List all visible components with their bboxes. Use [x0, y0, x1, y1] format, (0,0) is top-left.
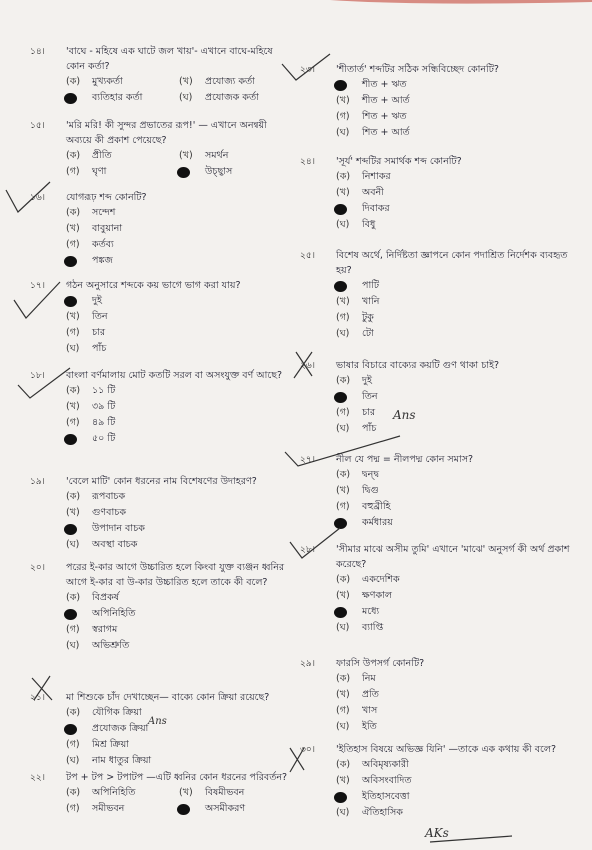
- option-row: [66, 148, 292, 164]
- option-label: (ঘ): [66, 640, 80, 651]
- option-label: (ঘ): [336, 328, 350, 339]
- option-label: (ক): [66, 207, 81, 218]
- option-text: কর্তব্য: [92, 239, 114, 250]
- answer-option[interactable]: [179, 148, 292, 164]
- answer-option[interactable]: [336, 93, 582, 109]
- answer-option[interactable]: [66, 606, 292, 622]
- option-text: চার: [362, 407, 376, 418]
- answer-option[interactable]: [336, 467, 582, 483]
- red-ink-smudge: [0, 0, 592, 12]
- question-text: মা শিশুকে চাঁদ দেখাচ্ছেন— বাক্যে কোন ক্রিয়া রয়েছে?: [66, 692, 270, 703]
- question-number: ২৭।: [300, 455, 315, 465]
- question-item: [30, 118, 292, 180]
- answer-option[interactable]: [336, 201, 582, 217]
- option-label: (গ): [66, 624, 80, 635]
- question-text: বিশেষ অর্থে, নির্দিষ্টতা জ্ঞাপনে কোন পদাশ্রিত নির্দেশক ব্যবহৃত হয়?: [336, 250, 568, 276]
- option-label: (খ): [336, 95, 350, 106]
- question-text: ভাষার বিচারে বাক্যের কয়টি গুণ থাকা চাই?: [336, 360, 500, 371]
- question-item: [30, 278, 292, 357]
- answer-option[interactable]: [66, 721, 292, 737]
- option-text: নিশাকর: [362, 171, 391, 182]
- question-number: ২২।: [30, 773, 45, 783]
- option-text: রূপবাচক: [92, 491, 126, 502]
- answer-option[interactable]: [66, 90, 179, 106]
- option-row: [66, 74, 292, 90]
- option-text: শিত + ঋত: [362, 111, 407, 122]
- answer-option[interactable]: [336, 620, 582, 636]
- option-text: শীত + ঋত: [362, 79, 407, 90]
- answer-option[interactable]: [179, 785, 292, 801]
- answer-option[interactable]: [66, 237, 292, 253]
- question-text: 'শীতার্ত' শব্দটির সঠিক সন্ধিবিচ্ছেদ কোনটি?: [336, 64, 499, 75]
- option-text: কর্মধারয়: [362, 517, 393, 528]
- question-item: [30, 560, 292, 654]
- answer-option[interactable]: [66, 148, 179, 164]
- answer-option[interactable]: [336, 588, 582, 604]
- option-text: তিন: [362, 391, 378, 402]
- answer-option[interactable]: [336, 483, 582, 499]
- option-text: দুই: [362, 375, 372, 386]
- question-number: ২৮।: [300, 545, 315, 555]
- option-text: অবনী: [362, 187, 384, 198]
- option-text: অভিশ্রুতি: [92, 640, 130, 651]
- filled-bubble-icon: [64, 256, 77, 267]
- option-text: ব্যাপ্তি: [362, 622, 384, 633]
- option-text: উচ্ছ্বাস: [205, 166, 233, 177]
- option-label: (ঘ): [179, 92, 193, 103]
- answer-option[interactable]: [66, 205, 292, 221]
- option-text: ৫০ টি: [92, 433, 116, 444]
- option-label: (ক): [336, 759, 351, 770]
- option-text: অবস্থা বাচক: [92, 539, 138, 550]
- question-item: [300, 154, 582, 233]
- question-number: ১৪।: [30, 47, 45, 57]
- option-text: তিন: [92, 311, 108, 322]
- answer-option[interactable]: [336, 719, 582, 735]
- answer-option[interactable]: [66, 705, 292, 721]
- answer-option[interactable]: [336, 671, 582, 687]
- option-text: ক্ষণকাল: [362, 590, 392, 601]
- question-number: ৩০।: [300, 745, 315, 755]
- question-number: ১৭।: [30, 281, 45, 291]
- option-text: ব্যতিহার কর্তা: [92, 92, 143, 103]
- answer-option[interactable]: [179, 164, 292, 180]
- option-text: ইতিহাসবেত্তা: [362, 791, 410, 802]
- answer-option[interactable]: [66, 399, 292, 415]
- option-label: (ঘ): [336, 622, 350, 633]
- question-item: [30, 690, 292, 769]
- option-label: (ক): [66, 491, 81, 502]
- answer-option[interactable]: [66, 590, 292, 606]
- question-number: ১৮।: [30, 371, 45, 381]
- option-label: (ঘ): [66, 755, 80, 766]
- answer-option[interactable]: [66, 505, 292, 521]
- question-item: [300, 248, 582, 342]
- answer-option[interactable]: [66, 537, 292, 553]
- option-text: শিত + আর্ত: [362, 127, 410, 138]
- option-text: নাম ধাতুর ক্রিয়া: [92, 755, 152, 766]
- question-number: ২৫।: [300, 251, 315, 261]
- answer-option[interactable]: [336, 278, 582, 294]
- option-row: [66, 801, 292, 817]
- option-text: স্বরাগম: [92, 624, 118, 635]
- option-text: উপাদান বাচক: [92, 523, 145, 534]
- question-number: ১৬।: [30, 193, 45, 203]
- question-number: ২১।: [30, 693, 45, 703]
- option-text: প্রতি: [362, 689, 379, 700]
- question-item: [300, 656, 582, 735]
- answer-option[interactable]: [336, 109, 582, 125]
- answer-option[interactable]: [66, 325, 292, 341]
- filled-bubble-icon: [334, 792, 347, 803]
- question-text: 'সূর্য' শব্দটির সমার্থক শব্দ কোনটি?: [336, 156, 462, 167]
- option-label: (খ): [66, 507, 80, 518]
- answer-option[interactable]: [336, 499, 582, 515]
- option-label: (খ): [179, 787, 193, 798]
- question-item: [300, 742, 582, 821]
- answer-option[interactable]: [66, 383, 292, 399]
- option-label: (গ): [336, 705, 350, 716]
- question-number: ১৯।: [30, 477, 45, 487]
- question-text: নীল যে পদ্ম = নীলপদ্ম কোন সমাস?: [336, 454, 474, 465]
- question-text: টপ + টপ > টপাটপ —এটি ধ্বনির কোন ধরনের পরিবর্তন?: [66, 772, 288, 783]
- filled-bubble-icon: [334, 80, 347, 91]
- answer-option[interactable]: [66, 785, 179, 801]
- option-text: দুই: [92, 295, 102, 306]
- question-number: ১৫।: [30, 121, 45, 131]
- option-label: (ঘ): [336, 721, 350, 732]
- option-text: সন্দেশ: [92, 207, 116, 218]
- answer-option[interactable]: [66, 431, 292, 447]
- handwritten-note: Ans: [148, 716, 167, 727]
- question-number: ২৩।: [300, 65, 315, 75]
- option-label: (গ): [66, 239, 80, 250]
- question-text: ফারসি উপসর্গ কোনটি?: [336, 658, 425, 669]
- option-label: (খ): [179, 150, 193, 161]
- answer-option[interactable]: [179, 801, 292, 817]
- option-text: পঙ্কজ: [92, 255, 113, 266]
- answer-option[interactable]: [66, 737, 292, 753]
- filled-bubble-icon: [334, 518, 347, 529]
- option-text: দ্বন্দ্ব: [362, 469, 379, 480]
- option-text: বিধু: [362, 219, 376, 230]
- filled-bubble-icon: [64, 434, 77, 445]
- question-item: [30, 190, 292, 269]
- option-text: নিম: [362, 673, 376, 684]
- question-item: [30, 770, 292, 817]
- question-text: 'বেলে মাটি' কোন ধরনের নাম বিশেষণের উদাহরণ?: [66, 476, 257, 487]
- question-text: 'বাঘে - মহিষে এক ঘাটে জল খায়'- এখানে বাঘে-মহিষে কোন কর্তা?: [66, 46, 273, 72]
- option-label: (গ): [66, 166, 80, 177]
- option-label: (ঘ): [336, 423, 350, 434]
- option-text: পাঁচ: [92, 343, 107, 354]
- answer-option[interactable]: [336, 405, 582, 421]
- option-text: মুখ্যকর্তা: [92, 76, 123, 87]
- option-row: [66, 164, 292, 180]
- option-label: (ঘ): [336, 807, 350, 818]
- option-text: প্রযোজক কর্তা: [205, 92, 259, 103]
- option-label: (ঘ): [336, 127, 350, 138]
- option-text: খানি: [362, 296, 380, 307]
- option-text: সমীভবন: [92, 803, 125, 814]
- option-label: (ক): [66, 707, 81, 718]
- option-text: ইতি: [362, 721, 377, 732]
- answer-option[interactable]: [336, 77, 582, 93]
- option-text: অসমীকরণ: [205, 803, 246, 814]
- answer-option[interactable]: [66, 341, 292, 357]
- answer-option[interactable]: [66, 221, 292, 237]
- option-label: (ক): [336, 469, 351, 480]
- question-item: [30, 44, 292, 106]
- option-label: (ক): [336, 673, 351, 684]
- question-item: [30, 368, 292, 447]
- answer-option[interactable]: [66, 253, 292, 269]
- filled-bubble-icon: [64, 93, 77, 104]
- option-text: অপিনিহিতি: [92, 608, 136, 619]
- option-text: ঐতিহাসিক: [362, 807, 403, 818]
- option-text: দিবাকর: [362, 203, 390, 214]
- answer-option[interactable]: [336, 326, 582, 342]
- answer-option[interactable]: [336, 125, 582, 141]
- filled-bubble-icon: [64, 724, 77, 735]
- filled-bubble-icon: [64, 609, 77, 620]
- answer-option[interactable]: [336, 294, 582, 310]
- option-label: (খ): [66, 311, 80, 322]
- option-label: (গ): [66, 417, 80, 428]
- option-text: অবিসংবাদিত: [362, 775, 412, 786]
- option-label: (খ): [179, 76, 193, 87]
- option-text: ১১ টি: [92, 385, 116, 396]
- question-text: 'সীমার মাঝে অসীম তুমি' এখানে 'মাঝে' অনুসর্গ কী অর্থ প্রকাশ করেছে?: [336, 544, 570, 570]
- option-label: (খ): [66, 223, 80, 234]
- question-item: [300, 542, 582, 636]
- question-text: গঠন অনুসারে শব্দকে কয় ভাগে ভাগ করা যায়?: [66, 280, 241, 291]
- option-label: (ক): [66, 76, 81, 87]
- question-number: ২৪।: [300, 157, 315, 167]
- answer-option[interactable]: [336, 169, 582, 185]
- filled-bubble-icon: [334, 607, 347, 618]
- answer-option[interactable]: [66, 622, 292, 638]
- answer-option[interactable]: [336, 789, 582, 805]
- option-label: (গ): [66, 739, 80, 750]
- option-label: (খ): [336, 296, 350, 307]
- option-text: ৩৯ টি: [92, 401, 116, 412]
- filled-bubble-icon: [64, 524, 77, 535]
- option-text: বহুব্রীহি: [362, 501, 391, 512]
- question-text: পরের ই-কার আগে উচ্চারিত হলে কিংবা যুক্ত ব্যঞ্জন ধ্বনির আগে ই-কার বা উ-কার উচ্চারিত হলে তাকে কী বলে?: [66, 562, 285, 588]
- option-label: (ক): [66, 592, 81, 603]
- filled-bubble-icon: [334, 392, 347, 403]
- option-label: (গ): [66, 327, 80, 338]
- option-text: পাঁচ: [362, 423, 377, 434]
- option-label: (গ): [66, 803, 80, 814]
- answer-option[interactable]: [336, 421, 582, 437]
- option-label: (ক): [336, 375, 351, 386]
- option-label: (খ): [336, 187, 350, 198]
- answer-option[interactable]: [66, 293, 292, 309]
- option-label: (ঘ): [66, 539, 80, 550]
- answer-option[interactable]: [336, 604, 582, 620]
- option-text: বিপ্রকর্ষ: [92, 592, 119, 603]
- filled-bubble-icon: [177, 804, 190, 815]
- option-label: (খ): [336, 689, 350, 700]
- option-text: খাস: [362, 705, 378, 716]
- option-text: চার: [92, 327, 106, 338]
- option-row: [66, 90, 292, 106]
- option-label: (গ): [336, 407, 350, 418]
- option-text: অবিমৃষ্যকারী: [362, 759, 409, 770]
- question-item: [300, 358, 582, 437]
- answer-option[interactable]: [336, 572, 582, 588]
- filled-bubble-icon: [177, 167, 190, 178]
- option-label: (খ): [336, 485, 350, 496]
- answer-option[interactable]: [66, 309, 292, 325]
- answer-option[interactable]: [336, 805, 582, 821]
- question-text: যোগরূঢ় শব্দ কোনটি?: [66, 192, 147, 203]
- option-text: শীত + আর্ত: [362, 95, 410, 106]
- answer-option[interactable]: [179, 74, 292, 90]
- option-text: প্রীতি: [92, 150, 112, 161]
- answer-option[interactable]: [66, 164, 179, 180]
- option-label: (খ): [336, 775, 350, 786]
- option-text: প্রযোজ্য কর্তা: [205, 76, 255, 87]
- answer-option[interactable]: [179, 90, 292, 106]
- option-label: (গ): [336, 111, 350, 122]
- answer-option[interactable]: [336, 389, 582, 405]
- option-label: (ক): [66, 787, 81, 798]
- answer-option[interactable]: [66, 753, 292, 769]
- answer-option[interactable]: [66, 801, 179, 817]
- signature: AKs: [425, 826, 449, 840]
- answer-option[interactable]: [66, 638, 292, 654]
- option-label: (ক): [336, 574, 351, 585]
- question-item: [300, 62, 582, 141]
- option-row: [66, 785, 292, 801]
- question-text: বাংলা বর্ণমালায় মোট কতটি সরল বা অসংযুক্ত বর্ণ আছে?: [66, 370, 282, 381]
- filled-bubble-icon: [334, 281, 347, 292]
- answer-option[interactable]: [66, 415, 292, 431]
- option-label: (খ): [336, 590, 350, 601]
- answer-option[interactable]: [336, 185, 582, 201]
- filled-bubble-icon: [334, 204, 347, 215]
- answer-option[interactable]: [66, 489, 292, 505]
- option-text: ঘৃণা: [92, 166, 107, 177]
- option-text: যৌগিক ক্রিয়া: [92, 707, 142, 718]
- answer-option[interactable]: [336, 373, 582, 389]
- option-label: (ঘ): [336, 219, 350, 230]
- answer-option[interactable]: [66, 74, 179, 90]
- option-text: অপিনিহিতি: [92, 787, 136, 798]
- question-number: ২০।: [30, 563, 45, 573]
- question-item: [300, 452, 582, 531]
- option-text: ৪৯ টি: [92, 417, 116, 428]
- answer-option[interactable]: [336, 515, 582, 531]
- option-label: (গ): [336, 312, 350, 323]
- answer-option[interactable]: [336, 310, 582, 326]
- filled-bubble-icon: [64, 296, 77, 307]
- option-text: বিষমীভবন: [205, 787, 245, 798]
- option-text: মিশ্র ক্রিয়া: [92, 739, 129, 750]
- option-text: টুকু: [362, 312, 374, 323]
- option-text: গুণবাচক: [92, 507, 126, 518]
- option-label: (গ): [336, 501, 350, 512]
- answer-option[interactable]: [336, 687, 582, 703]
- answer-option[interactable]: [336, 757, 582, 773]
- option-label: (ক): [66, 385, 81, 396]
- question-item: [30, 474, 292, 553]
- answer-option[interactable]: [336, 217, 582, 233]
- answer-option[interactable]: [66, 521, 292, 537]
- option-label: (ঘ): [66, 343, 80, 354]
- option-label: (খ): [66, 401, 80, 412]
- answer-option[interactable]: [336, 773, 582, 789]
- option-text: বাবুয়ানা: [92, 223, 123, 234]
- answer-option[interactable]: [336, 703, 582, 719]
- question-number: ২৯।: [300, 659, 315, 669]
- option-text: মধ্যে: [362, 606, 380, 617]
- option-text: একদেশিক: [362, 574, 400, 585]
- option-text: পাটি: [362, 280, 380, 291]
- question-text: 'মরি মরি! কী সুন্দর প্রভাতের রূপ!' — এখানে অনন্বয়ী অব্যয়ে কী প্রকাশ পেয়েছে?: [66, 120, 267, 146]
- option-label: (ক): [66, 150, 81, 161]
- question-number: ২৬।: [300, 361, 315, 371]
- handwritten-note: Ans: [393, 408, 416, 422]
- option-text: সমর্থন: [205, 150, 229, 161]
- question-text: 'ইতিহাস বিষয়ে অভিজ্ঞ যিনি' —তাকে এক কথায় কী বলে?: [336, 744, 557, 755]
- option-text: প্রযোজক ক্রিয়া: [92, 723, 149, 734]
- option-text: টো: [362, 328, 374, 339]
- option-label: (ক): [336, 171, 351, 182]
- option-text: দ্বিগু: [362, 485, 379, 496]
